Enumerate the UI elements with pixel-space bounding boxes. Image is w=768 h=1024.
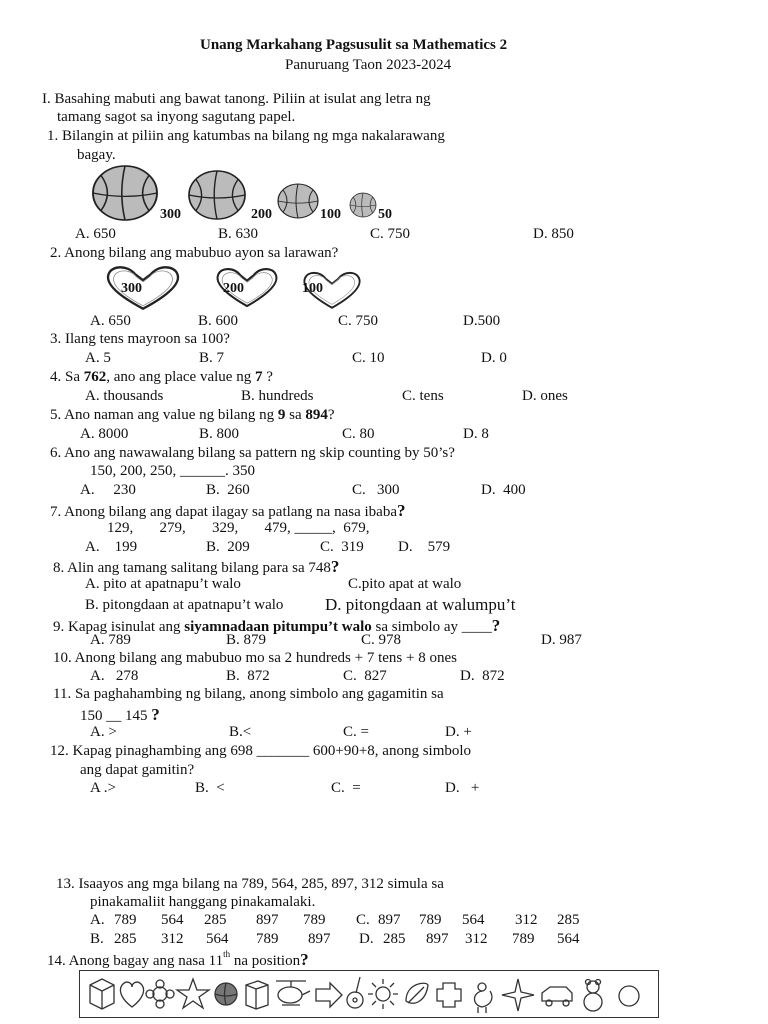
q6-choice-a: A. 230 bbox=[80, 482, 136, 498]
q13-c-letter: C. bbox=[356, 912, 370, 928]
q11-choice-c: C. = bbox=[343, 724, 369, 740]
q2-choice-a: A. 650 bbox=[90, 313, 131, 329]
q13-b-n5: 897 bbox=[308, 931, 331, 947]
q11-choice-b: B.< bbox=[229, 724, 252, 740]
q4-choice-d: D. ones bbox=[522, 388, 568, 404]
q2-choice-b: B. 600 bbox=[198, 313, 239, 329]
instructions-line2: tamang sagot sa inyong sagutang papel. bbox=[57, 109, 296, 125]
q13-d-n5: 564 bbox=[557, 931, 580, 947]
q1-label-300: 300 bbox=[160, 207, 181, 222]
q6-sequence: 150, 200, 250, ______. 350 bbox=[90, 463, 255, 479]
q11-choice-d: D. + bbox=[445, 724, 472, 740]
q13-a-letter: A. bbox=[90, 912, 105, 928]
q13-c-n5: 285 bbox=[557, 912, 580, 928]
q7-choice-b: B. 209 bbox=[206, 539, 250, 555]
q13-c-n2: 789 bbox=[419, 912, 442, 928]
sparkle-icon bbox=[502, 979, 534, 1011]
q6-text: 6. Ano ang nawawalang bilang sa pattern ng skip counting by 50’s? bbox=[50, 445, 455, 461]
q1-label-50: 50 bbox=[378, 207, 392, 222]
ball-large-2-icon bbox=[189, 171, 245, 219]
q3-text: 3. Ilang tens mayroon sa 100? bbox=[50, 331, 230, 347]
q13-b-letter: B. bbox=[90, 931, 104, 947]
circle-icon bbox=[619, 986, 639, 1006]
q9-choice-a: A. 789 bbox=[90, 632, 131, 648]
q9-choice-c: C. 978 bbox=[361, 632, 402, 648]
heart-label-200: 200 bbox=[223, 281, 244, 296]
q13-text: 13. Isaayos ang mga bilang na 789, 564, 285, 897, 312 simula sa bbox=[56, 876, 444, 892]
q13-c-n4: 312 bbox=[515, 912, 538, 928]
q6-choice-b: B. 260 bbox=[206, 482, 250, 498]
q4-text: 4. Sa 762, ano ang place value ng 7 ? bbox=[50, 369, 273, 385]
q2-choice-c: C. 750 bbox=[338, 313, 379, 329]
q13-b-n2: 312 bbox=[161, 931, 184, 947]
q10-choice-c: C. 827 bbox=[343, 668, 387, 684]
q12-choice-a: A .> bbox=[90, 780, 116, 796]
q7-text: 7. Anong bilang ang dapat ilagay sa patlang na nasa ibaba? bbox=[50, 501, 406, 520]
q13-d-n4: 789 bbox=[512, 931, 535, 947]
q10-choice-d: D. 872 bbox=[460, 668, 505, 684]
q13-d-n1: 285 bbox=[383, 931, 406, 947]
rooster-icon bbox=[475, 983, 492, 1013]
q3-choice-c: C. 10 bbox=[352, 350, 385, 366]
q8-text: 8. Alin ang tamang salitang bilang para sa 748? bbox=[53, 557, 340, 576]
q13-a-n5: 789 bbox=[303, 912, 326, 928]
q12-choice-c: C. = bbox=[331, 780, 361, 796]
q13-d-letter: D. bbox=[359, 931, 374, 947]
q14-text: 14. Anong bagay ang nasa 11th na position? bbox=[47, 949, 309, 969]
q7-choice-a: A. 199 bbox=[85, 539, 138, 555]
q9-text: 9. Kapag isinulat ang siyamnadaan pitumpu’t walo sa simbolo ay ____? bbox=[53, 616, 501, 635]
ball-large-1-icon bbox=[93, 166, 157, 220]
q7-choice-d: D. 579 bbox=[398, 539, 451, 555]
q5-choice-b: B. 800 bbox=[199, 426, 240, 442]
guitar-icon bbox=[347, 977, 363, 1008]
q9-choice-d: D. 987 bbox=[541, 632, 582, 648]
heart-icon bbox=[120, 982, 143, 1007]
q8-choice-b: B. pitongdaan at apatnapu’t walo bbox=[85, 597, 284, 613]
flower-icon bbox=[146, 980, 174, 1008]
q1-text-cont: bagay. bbox=[77, 147, 116, 163]
box-icon bbox=[246, 981, 268, 1009]
heart-300-icon bbox=[108, 267, 178, 308]
q4-choice-c: C. tens bbox=[402, 388, 444, 404]
q3-choice-a: A. 5 bbox=[85, 350, 111, 366]
shape-pattern-strip bbox=[79, 970, 659, 1018]
q12-choice-b: B. < bbox=[195, 780, 225, 796]
cross-icon bbox=[437, 983, 461, 1007]
ball-icon bbox=[215, 983, 237, 1005]
q2-choice-d: D.500 bbox=[463, 313, 501, 329]
heart-label-100: 100 bbox=[302, 281, 323, 296]
q13-a-n2: 564 bbox=[161, 912, 184, 928]
shape-pattern bbox=[80, 971, 658, 1017]
q3-choice-d: D. 0 bbox=[481, 350, 507, 366]
q13-a-n1: 789 bbox=[114, 912, 137, 928]
q1-label-100: 100 bbox=[320, 207, 341, 222]
q10-choice-b: B. 872 bbox=[226, 668, 270, 684]
q9-choice-b: B. 879 bbox=[226, 632, 267, 648]
q13-d-n2: 897 bbox=[426, 931, 449, 947]
q13-text-cont: pinakamaliit hanggang pinakamalaki. bbox=[90, 894, 316, 910]
star-icon bbox=[177, 979, 209, 1008]
q12-text: 12. Kapag pinaghambing ang 698 _______ 600+90+8, anong simbolo bbox=[50, 743, 472, 759]
q4-choice-a: A. thousands bbox=[85, 388, 164, 404]
q13-a-n4: 897 bbox=[256, 912, 279, 928]
q11-choice-a: A. > bbox=[90, 724, 117, 740]
q1-choice-d: D. 850 bbox=[533, 226, 574, 242]
q1-choice-a: A. 650 bbox=[75, 226, 116, 242]
q6-choice-d: D. 400 bbox=[481, 482, 526, 498]
sun-icon bbox=[368, 979, 398, 1009]
instructions-line1: I. Basahing mabuti ang bawat tanong. Piliin at isulat ang letra ng bbox=[42, 91, 431, 107]
q11-text: 11. Sa paghahambing ng bilang, anong simbolo ang gagamitin sa bbox=[53, 686, 444, 702]
cube-icon bbox=[90, 979, 114, 1009]
q1-choice-c: C. 750 bbox=[370, 226, 411, 242]
q6-choice-c: C. 300 bbox=[352, 482, 400, 498]
q1-choice-b: B. 630 bbox=[218, 226, 259, 242]
ball-small-icon bbox=[350, 193, 376, 217]
q5-choice-d: D. 8 bbox=[463, 426, 489, 442]
q13-c-n1: 897 bbox=[378, 912, 401, 928]
q2-text: 2. Anong bilang ang mabubuo ayon sa larawan? bbox=[50, 245, 339, 261]
q1-text: 1. Bilangin at piliin ang katumbas na bilang ng mga nakalarawang bbox=[47, 128, 445, 144]
q12-text-cont: ang dapat gamitin? bbox=[80, 762, 195, 778]
school-year: Panuruang Taon 2023-2024 bbox=[285, 57, 452, 73]
arrow-icon bbox=[316, 983, 342, 1007]
q10-choice-a: A. 278 bbox=[90, 668, 139, 684]
q13-b-n4: 789 bbox=[256, 931, 279, 947]
q8-choice-a: A. pito at apatnapu’t walo bbox=[85, 576, 241, 592]
q8-choice-c: C.pito apat at walo bbox=[348, 576, 462, 592]
q13-d-n3: 312 bbox=[465, 931, 488, 947]
ball-medium-icon bbox=[278, 184, 318, 218]
q5-text: 5. Ano naman ang value ng bilang ng 9 sa 894? bbox=[50, 407, 335, 423]
leaf-icon bbox=[406, 983, 428, 1003]
q12-choice-d: D. + bbox=[445, 780, 480, 796]
car-icon bbox=[542, 987, 572, 1006]
q10-text: 10. Anong bilang ang mabubuo mo sa 2 hundreds + 7 tens + 8 ones bbox=[53, 650, 457, 666]
q13-b-n1: 285 bbox=[114, 931, 137, 947]
q5-choice-a: A. 8000 bbox=[80, 426, 129, 442]
q13-c-n3: 564 bbox=[462, 912, 485, 928]
teddy-bear-icon bbox=[584, 980, 602, 1012]
page-title: Unang Markahang Pagsusulit sa Mathematics 2 bbox=[200, 37, 508, 53]
q7-choice-c: C. 319 bbox=[320, 539, 364, 555]
q1-label-200: 200 bbox=[251, 207, 272, 222]
heart-label-300: 300 bbox=[121, 281, 142, 296]
q13-a-n3: 285 bbox=[204, 912, 227, 928]
basketball-picture bbox=[90, 165, 410, 227]
q8-choice-d: D. pitongdaan at walumpu’t bbox=[325, 595, 516, 614]
q5-choice-c: C. 80 bbox=[342, 426, 375, 442]
q11-text-cont: 150 __ 145 ? bbox=[80, 705, 160, 724]
helicopter-icon bbox=[276, 981, 310, 1005]
q13-b-n3: 564 bbox=[206, 931, 229, 947]
q7-sequence: 129, 279, 329, 479, _____, 679, bbox=[107, 520, 370, 536]
q4-choice-b: B. hundreds bbox=[241, 388, 314, 404]
q3-choice-b: B. 7 bbox=[199, 350, 225, 366]
